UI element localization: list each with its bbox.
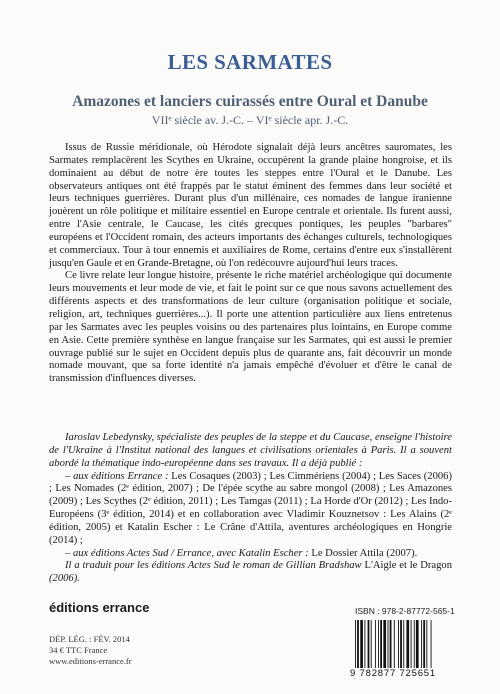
barcode-bar [414,620,415,668]
barcode-bar [421,620,422,668]
bio-translation-intro: Il a traduit pour les éditions Actes Sud le roman de Gillian Bradshaw [65,560,362,572]
bio-translation [49,560,452,586]
barcode-digits: 9 782877 725651 [350,668,436,679]
bio-translation-year: (2006). [49,573,80,585]
description-paragraph-2: Ce livre relate leur longue histoire, présente le riche matériel archéologique qui documente leurs mouvements et leur mode de vie, et fait le point sur ce que nous savons actuellement des différents aspects et des transformations de leur culture (organisation politique et sociale, religion, art, techniques guerrières...). Il porte une attention particulière aux liens entretenus par les Sarmates avec les peuples voisins ou des partenaires plus lointains, en Europe comme en Asie. Cette première synthèse en langue française sur les Sarmates, qui est aussi le premier ouvrage publié sur le sujet en Occident depuis plus de quarante ans, fait découvrir un monde nomade mouvant, que sa forte identité n'a jamais empêché d'évoluer et d'être le canal de transmission d'influences diverses. [49,270,452,385]
barcode-bar [355,620,356,668]
bio-actes-intro: – aux éditions Actes Sud / Errance, avec Katalin Escher : [65,547,309,559]
barcode-bar [426,620,427,668]
author-bio-lead: Iaroslav Lebedynsky, spécialiste des peuples de la steppe et du Caucase, enseigne l'histoire de l'Ukraine à l'Institut national des langues et civilisations orientales à Paris. Il a souvent abordé la thématique indo-européenne dans ses travaux. Il a déjà publié : [49,432,452,469]
barcode-bar [375,620,376,668]
barcode-bar [403,620,404,668]
legal-deposit: DÉP. LÉG. : FÉV. 2014 [49,634,130,644]
barcode-bar [357,620,359,668]
book-title: LES SARMATES [167,50,333,74]
barcode-bar [383,620,386,668]
bio-errance-list: Les Cosaques (2003) ; Les Cimmériens (2004) ; Les Saces (2006) ; Les Nomades (2ᵉ édition, 2007) ; De l'épée scythe au sabre mongol (2008) ; Les Amazones (2009) ; Les Scythes (2ᵉ édition, 2011) ; Les Tamgas (2011) ; La Horde d'Or (2012) ; Les Indo-Européens (3ᵉ édition, 2014) et en collaboration avec Vladimir Kouznetsov : Les Alains (2ᵉ édition, 2005) et Katalin Escher : Le Crâne d'Attila, aventures archéologiques en Hongrie (2014) ; [49,470,453,546]
barcode-bar [400,620,402,668]
barcode-bar [423,620,425,668]
publisher-logo: éditions errance [49,600,150,615]
barcode-bar [380,620,382,668]
barcode-bar [416,620,419,668]
bio-errance-works [49,471,452,548]
isbn-label: ISBN : 978-2-87772-565-1 [355,606,455,616]
barcode-bar [364,620,365,668]
barcode-bar [431,620,432,668]
book-period: VIIᵉ siècle av. J.-C. – VIᵉ siècle apr. J.-C. [151,113,349,127]
barcode-bar [398,620,399,668]
description [49,142,452,386]
barcode-bar [368,620,370,668]
author-bio [49,432,452,586]
book-subtitle: Amazones et lanciers cuirassés entre Oural et Danube [72,93,428,110]
barcode-bar [378,620,379,668]
barcode-bar [394,620,395,668]
bio-actes-list: Le Dossier Attila (2007). [311,547,418,559]
barcode-bar [388,620,389,668]
barcode-bar [406,620,409,668]
legal-info [49,634,132,667]
barcode-bar [360,620,363,668]
price: 34 € TTC France [49,645,108,655]
barcode-bar [390,620,392,668]
barcode-bar [371,620,372,668]
barcode-bar [411,620,412,668]
bio-translation-title: L'Aigle et le Dragon [364,560,452,572]
bio-errance-intro: – aux éditions Errance : [65,470,169,482]
barcode-image [355,620,455,668]
publisher-website: www.editions-errance.fr [49,656,132,666]
bio-actes-works [49,548,452,561]
description-paragraph-1: Issus de Russie méridionale, où Hérodote signalait déjà leurs ancêtres sauromates, les Sarmates remplacèrent les Scythes en Ukraine, occupèrent la grande plaine hongroise, et ils dominaient au début de notre ère toutes les steppes entre l'Oural et le Danube. Les observateurs antiques ont été frappés par le statut éminent des femmes dans leur société et leurs techniques guerrières. Durant plus d'un millénaire, ces nomades de langue iranienne jouèrent un rôle politique et militaire essentiel en Europe centrale et orientale. Ils furent aussi, entre l'Asie centrale, le Caucase, les cités grecques pontiques, les peuples "barbares" européens et l'Occident romain, des acteurs importants des échanges culturels, technologiques et commerciaux. Tour à tour ennemis et auxiliaires de Rome, certains d'entre eux s'installèrent jusqu'en Gaule et en Grande-Bretagne, où l'on redécouvre aujourd'hui leurs traces. [49,142,452,269]
